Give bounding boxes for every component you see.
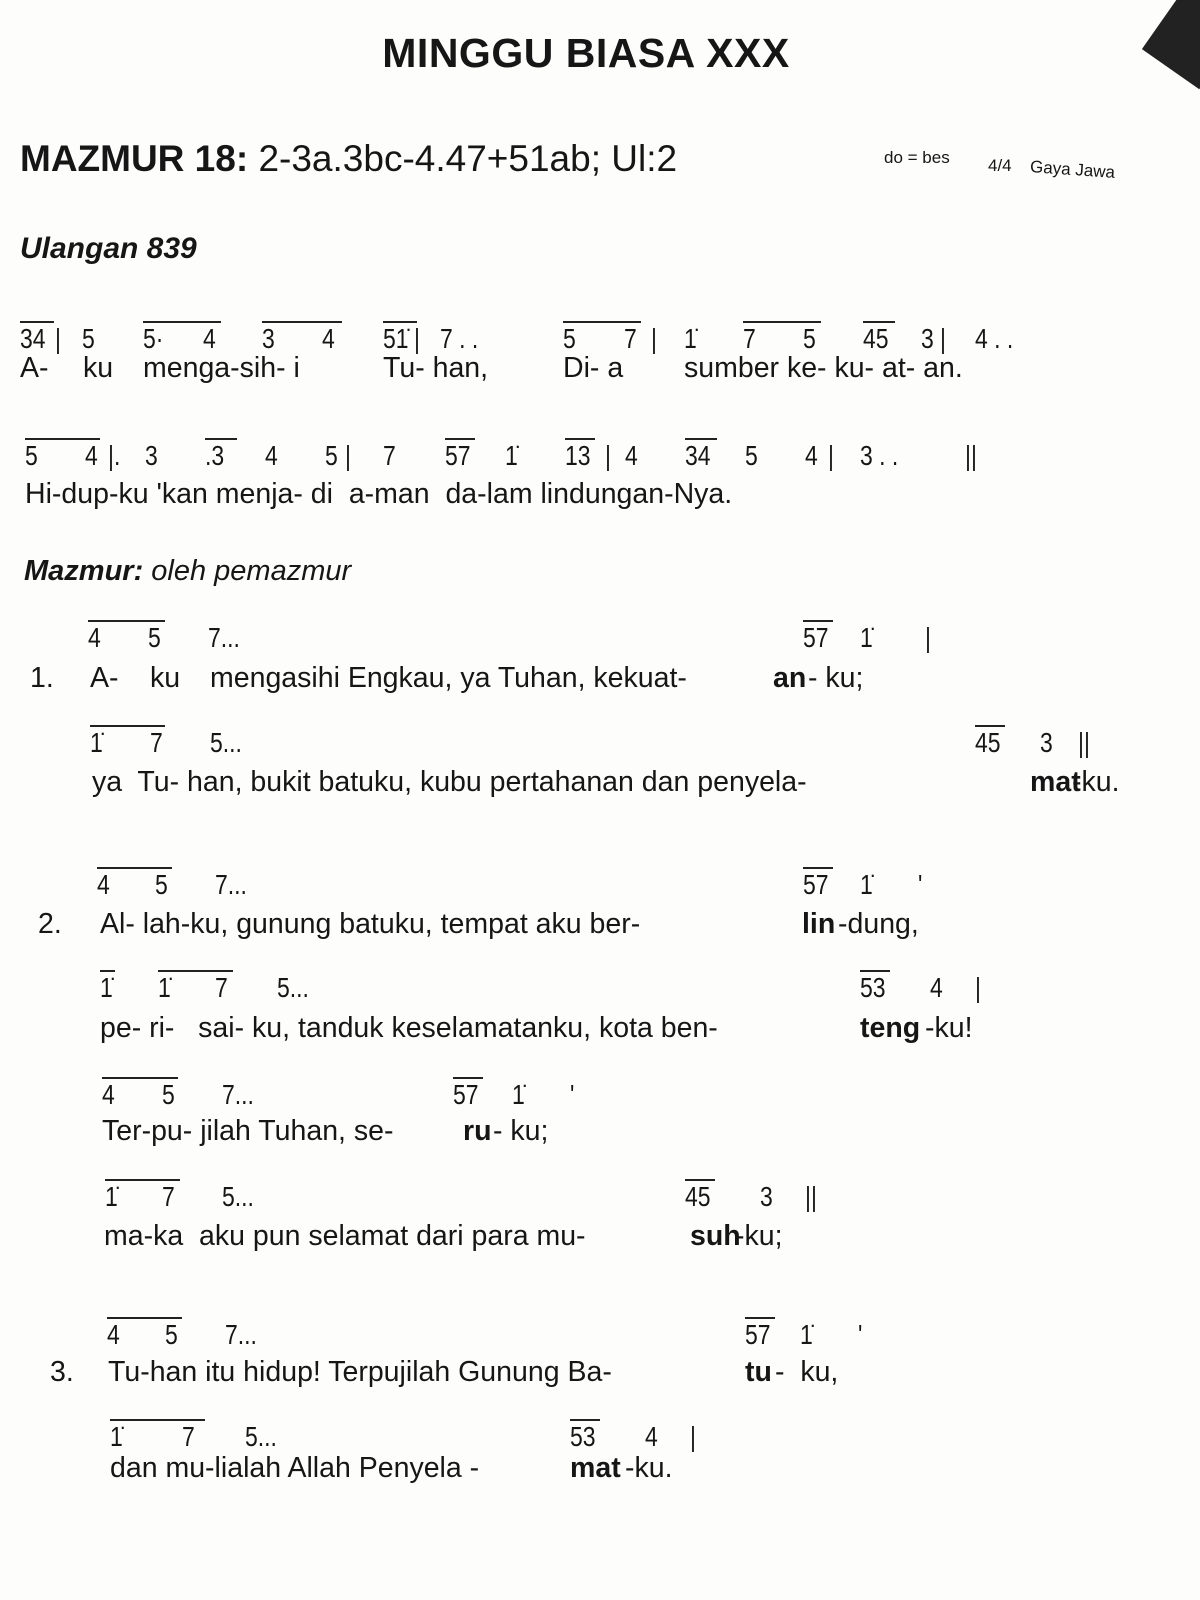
lyric-segment: -ku. xyxy=(625,1452,673,1484)
notation-token: | xyxy=(414,323,420,354)
notation-token: 5 xyxy=(563,323,576,354)
notation-token: 4 xyxy=(97,869,110,900)
notation-token: 4 xyxy=(645,1421,658,1452)
key-signature: do = bes xyxy=(884,148,950,167)
verse-number: 1. xyxy=(30,662,54,694)
psalm-reference: 2-3a.3bc-4.47+51ab; Ul:2 xyxy=(248,138,678,179)
lyric-segment: ku xyxy=(150,662,181,694)
notation-token: 5 xyxy=(803,323,816,354)
lyric-segment: Al- lah-ku, gunung batuku, tempat aku ber- xyxy=(100,908,641,940)
psalm-heading xyxy=(20,138,677,180)
notation-token: 4 xyxy=(85,440,98,471)
style-label: Gaya Jawa xyxy=(1029,157,1116,182)
notation-token: 7 xyxy=(624,323,637,354)
notation-token: || xyxy=(1078,727,1090,758)
notation-token: 1̇ xyxy=(684,323,697,354)
notation-token: 7 . . xyxy=(440,323,479,354)
notation-token: | xyxy=(55,323,61,354)
beam-overline xyxy=(863,321,895,323)
lyric-segment: -ku! xyxy=(925,1012,973,1044)
beam-overline xyxy=(453,1077,483,1079)
page-title: MINGGU BIASA XXX xyxy=(382,30,790,76)
notation-token: 4 xyxy=(88,622,101,653)
notation-token: 4 xyxy=(265,440,278,471)
notation-token: 7... xyxy=(225,1319,257,1350)
notation-token: || xyxy=(965,440,977,471)
lyric-segment: pe- ri- sai- ku, tanduk keselamatanku, kota ben- xyxy=(100,1012,718,1044)
notation-token: 3 xyxy=(1040,727,1053,758)
notation-token: || xyxy=(805,1181,817,1212)
beam-overline xyxy=(975,725,1005,727)
notation-token: 34 xyxy=(685,440,711,471)
notation-token: 3 xyxy=(760,1181,773,1212)
lyric-segment: sumber ke- ku- at- an. xyxy=(684,352,963,384)
notation-token: 5 xyxy=(25,440,38,471)
notation-token: 7 xyxy=(150,727,163,758)
lyric-segment: -ku; xyxy=(735,1220,783,1252)
notation-token: ' xyxy=(570,1079,575,1110)
beam-overline xyxy=(100,970,115,972)
beam-overline xyxy=(685,1179,715,1181)
notation-token: 5 xyxy=(148,622,161,653)
notation-token: 3 . . xyxy=(860,440,899,471)
beam-overline xyxy=(20,321,54,323)
beam-overline xyxy=(860,970,890,972)
notation-token: 57 xyxy=(803,869,829,900)
notation-token: 5· xyxy=(143,323,164,354)
notation-token: 5 xyxy=(155,869,168,900)
refrain-heading: Ulangan 839 xyxy=(20,232,197,265)
notation-token: 5... xyxy=(222,1181,254,1212)
beam-overline xyxy=(745,1317,775,1319)
lyric-segment: - ku; xyxy=(493,1115,549,1147)
lyric-segment: Di- a xyxy=(563,352,624,384)
beam-overline xyxy=(565,438,595,440)
notation-token: 7 xyxy=(162,1181,175,1212)
notation-token: 7 xyxy=(182,1421,195,1452)
beam-overline xyxy=(205,438,237,440)
notation-token: ' xyxy=(858,1319,863,1350)
notation-token: 1̇ xyxy=(90,727,103,758)
notation-token: 1̇ xyxy=(105,1181,118,1212)
notation-token: 1̇ xyxy=(800,1319,813,1350)
lyric-segment: Hi-dup-ku 'kan menja- di a-man da-lam lindungan-Nya. xyxy=(25,478,733,510)
notation-token: 1̇ xyxy=(158,972,171,1003)
notation-token: | xyxy=(605,440,611,471)
notation-token: 1̇ xyxy=(860,622,873,653)
lyric-segment: mat xyxy=(1030,766,1081,798)
notation-token: 4 . . xyxy=(975,323,1014,354)
notation-token: | xyxy=(345,440,351,471)
psalm-section-label: Mazmur: xyxy=(24,555,144,587)
notation-token: 7 xyxy=(743,323,756,354)
notation-token: 45 xyxy=(863,323,889,354)
lyric-segment: mengasihi Engkau, ya Tuhan, kekuat- xyxy=(210,662,687,694)
notation-token: 1̇ xyxy=(505,440,518,471)
notation-token: 57 xyxy=(453,1079,479,1110)
notation-token: 5... xyxy=(210,727,242,758)
notation-token: 3 xyxy=(145,440,158,471)
notation-token: .3 xyxy=(205,440,225,471)
lyric-segment: - ku; xyxy=(808,662,864,694)
lyric-segment: ru xyxy=(463,1115,492,1147)
notation-token: 4 xyxy=(102,1079,115,1110)
notation-token: 4 xyxy=(805,440,818,471)
notation-token: 34 xyxy=(20,323,46,354)
notation-token: 3 xyxy=(262,323,275,354)
verse-number: 3. xyxy=(50,1356,74,1388)
notation-token: 51̇ xyxy=(383,323,409,354)
notation-token: 7... xyxy=(222,1079,254,1110)
notation-token: 5 xyxy=(82,323,95,354)
notation-token: 45 xyxy=(685,1181,711,1212)
beam-overline xyxy=(570,1419,600,1421)
lyric-segment: tu xyxy=(745,1356,772,1388)
notation-token: 57 xyxy=(745,1319,771,1350)
notation-token: 13 xyxy=(565,440,591,471)
notation-token: 1̇ xyxy=(110,1421,123,1452)
beam-overline xyxy=(685,438,717,440)
lyric-segment: lin xyxy=(802,908,836,940)
notation-token: 45 xyxy=(975,727,1001,758)
lyric-segment: dan mu-lialah Allah Penyela - xyxy=(110,1452,480,1484)
lyric-segment: ma-ka aku pun selamat dari para mu- xyxy=(104,1220,586,1252)
lyric-segment: ya Tu- han, bukit batuku, kubu pertahanan dan penyela- xyxy=(92,766,807,798)
beam-overline xyxy=(383,321,417,323)
notation-token: 53 xyxy=(860,972,886,1003)
notation-token: 57 xyxy=(445,440,471,471)
lyric-segment: an xyxy=(773,662,807,694)
lyric-segment: ku xyxy=(83,352,114,384)
beam-overline xyxy=(445,438,475,440)
beam-overline xyxy=(803,620,833,622)
notation-token: 5... xyxy=(277,972,309,1003)
notation-token: | xyxy=(940,323,946,354)
notation-token: | xyxy=(651,323,657,354)
notation-token: 4 xyxy=(625,440,638,471)
notation-token: 7... xyxy=(215,869,247,900)
notation-token: 5 xyxy=(745,440,758,471)
notation-token: 1̇ xyxy=(860,869,873,900)
lyric-segment: teng xyxy=(860,1012,921,1044)
notation-token: | xyxy=(975,972,981,1003)
notation-token: | xyxy=(828,440,834,471)
psalm-section-heading xyxy=(24,555,351,588)
notation-token: 5 xyxy=(162,1079,175,1110)
lyric-segment: Ter-pu- jilah Tuhan, se- xyxy=(102,1115,394,1147)
lyric-segment: Tu-han itu hidup! Terpujilah Gunung Ba- xyxy=(108,1356,612,1388)
notation-token: 4 xyxy=(322,323,335,354)
notation-token: |. xyxy=(108,440,121,471)
notation-token: 5 xyxy=(165,1319,178,1350)
lyric-segment: A- xyxy=(20,352,49,384)
notation-token: 4 xyxy=(203,323,216,354)
notation-token: 53 xyxy=(570,1421,596,1452)
lyric-segment: menga-sih- i xyxy=(143,352,300,384)
notation-token: ' xyxy=(918,869,923,900)
notation-token: 4 xyxy=(930,972,943,1003)
notation-token: 5... xyxy=(245,1421,277,1452)
notation-token: 7 xyxy=(215,972,228,1003)
lyric-segment: Tu- han, xyxy=(383,352,489,384)
notation-token: | xyxy=(925,622,931,653)
psalm-section-subtitle: oleh pemazmur xyxy=(143,555,352,587)
lyric-segment: mat xyxy=(570,1452,621,1484)
lyric-segment: -dung, xyxy=(838,908,919,940)
notation-token: 5 xyxy=(325,440,338,471)
lyric-segment: suh xyxy=(690,1220,741,1252)
psalm-label: MAZMUR 18: xyxy=(20,138,249,179)
notation-token: 1̇ xyxy=(512,1079,525,1110)
verse-number: 2. xyxy=(38,908,62,940)
time-signature: 4/4 xyxy=(988,156,1012,175)
lyric-segment: A- xyxy=(90,662,119,694)
beam-overline xyxy=(803,867,833,869)
notation-token: | xyxy=(690,1421,696,1452)
notation-token: 1̇ xyxy=(100,972,113,1003)
notation-token: 7 xyxy=(383,440,396,471)
lyric-segment: - ku, xyxy=(775,1356,839,1388)
notation-token: 57 xyxy=(803,622,829,653)
lyric-segment: -ku. xyxy=(1072,766,1120,798)
notation-token: 7... xyxy=(208,622,240,653)
notation-token: 3 xyxy=(921,323,934,354)
notation-token: 4 xyxy=(107,1319,120,1350)
